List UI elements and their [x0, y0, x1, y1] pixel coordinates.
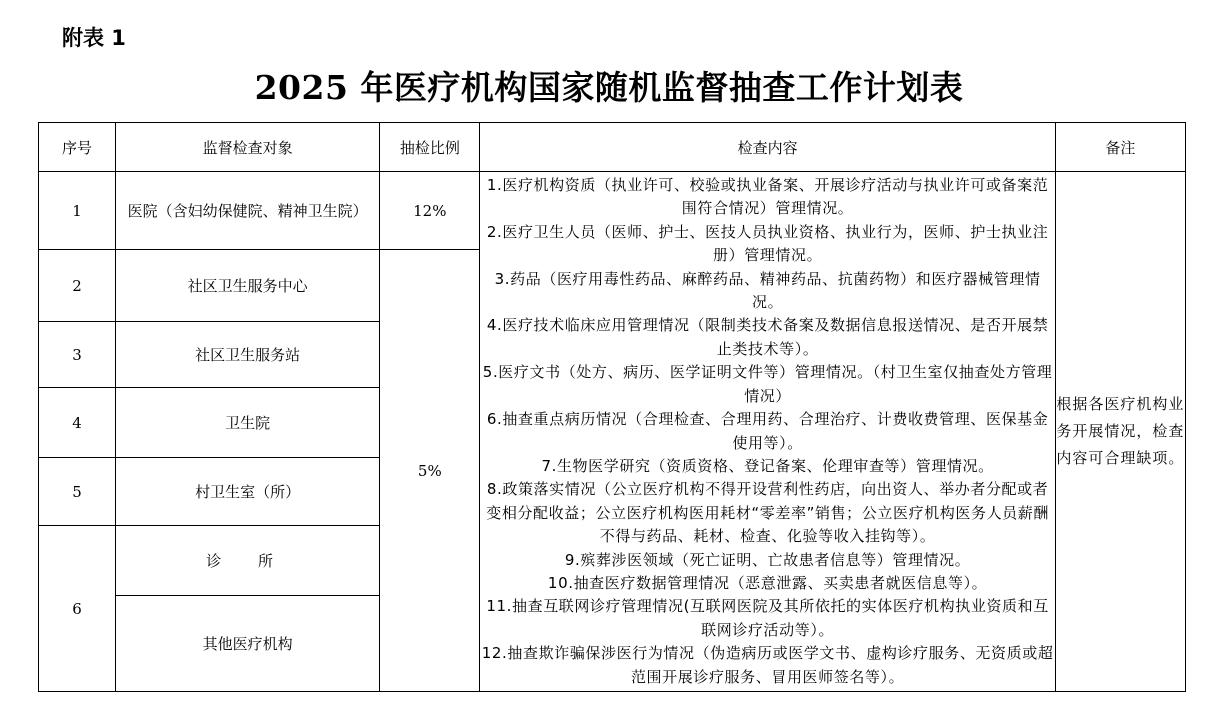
row-number: 2	[39, 250, 116, 322]
sampling-ratio: 12%	[380, 172, 480, 250]
content-item: 2.医疗卫生人员（医师、护士、医技人员执业资格、执业行为，医师、护士执业注册）管理情况。	[486, 222, 1049, 265]
content-item: 1.医疗机构资质（执业许可、校验或执业备案、开展诊疗活动与执业许可或备案范围符合情况）管理情况。	[486, 176, 1049, 218]
inspection-target: 卫生院	[116, 388, 380, 458]
inspection-target: 社区卫生服务中心	[116, 250, 380, 322]
content-item: 8.政策落实情况（公立医疗机构不得开设营利性药店，向出资人、举办者分配或者变相分配收益；公立医疗机构医用耗材“零差率”销售；公立医疗机构医务人员薪酬不得与药品、耗材、检查、化验等收入挂钩等）。	[486, 480, 1049, 546]
row-number: 6	[39, 526, 116, 692]
content-item: 10.抽查医疗数据管理情况（恶意泄露、买卖患者就医信息等）。	[547, 573, 988, 592]
header-no: 序号	[39, 123, 116, 172]
content-item: 6.抽查重点病历情况（合理检查、合理用药、合理治疗、计费收费管理、医保基金使用等）。	[486, 410, 1049, 452]
content-item: 11.抽查互联网诊疗管理情况(互联网医院及其所依托的实体医疗机构执业资质和互联网诊疗活动等）。	[486, 597, 1049, 639]
inspection-target: 诊 所	[116, 526, 380, 596]
inspection-target: 医院（含妇幼保健院、精神卫生院）	[116, 172, 380, 250]
plan-table	[38, 122, 1186, 692]
table-row	[39, 172, 1186, 250]
content-item: 12.抽查欺诈骗保涉医行为情况（伪造病历或医学文书、虚构诊疗服务、无资质或超范围开展诊疗服务、冒用医师签名等）。	[481, 644, 1054, 686]
header-content: 检查内容	[480, 123, 1056, 172]
content-item: 3.药品（医疗用毒性药品、麻醉药品、精神药品、抗菌药物）和医疗器械管理情况。	[494, 269, 1041, 312]
header-target: 监督检查对象	[116, 123, 380, 172]
inspection-content	[480, 172, 1056, 692]
sampling-ratio: 5%	[380, 250, 480, 692]
row-number: 1	[39, 172, 116, 250]
table-header-row	[39, 123, 1186, 172]
attachment-label: 附表 1	[62, 26, 126, 50]
document-title: 2025 年医疗机构国家随机监督抽查工作计划表	[254, 68, 964, 107]
content-item: 9.殡葬涉医领域（死亡证明、亡故患者信息等）管理情况。	[564, 550, 971, 569]
row-number: 3	[39, 322, 116, 388]
row-number: 5	[39, 458, 116, 526]
content-item: 4.医疗技术临床应用管理情况（限制类技术备案及数据信息报送情况、是否开展禁止类技术等）。	[486, 316, 1049, 358]
inspection-target: 社区卫生服务站	[116, 322, 380, 388]
header-note: 备注	[1055, 123, 1185, 172]
content-item: 7.生物医学研究（资质资格、登记备案、伦理审查等）管理情况。	[541, 456, 994, 475]
row-number: 4	[39, 388, 116, 458]
inspection-target: 其他医疗机构	[116, 596, 380, 692]
content-item: 5.医疗文书（处方、病历、医学证明文件等）管理情况。（村卫生室仅抽查处方管理情况）	[482, 363, 1053, 405]
inspection-target: 村卫生室（所）	[116, 458, 380, 526]
remarks: 根据各医疗机构业务开展情况，检查内容可合理缺项。	[1055, 172, 1185, 692]
header-ratio: 抽检比例	[380, 123, 480, 172]
